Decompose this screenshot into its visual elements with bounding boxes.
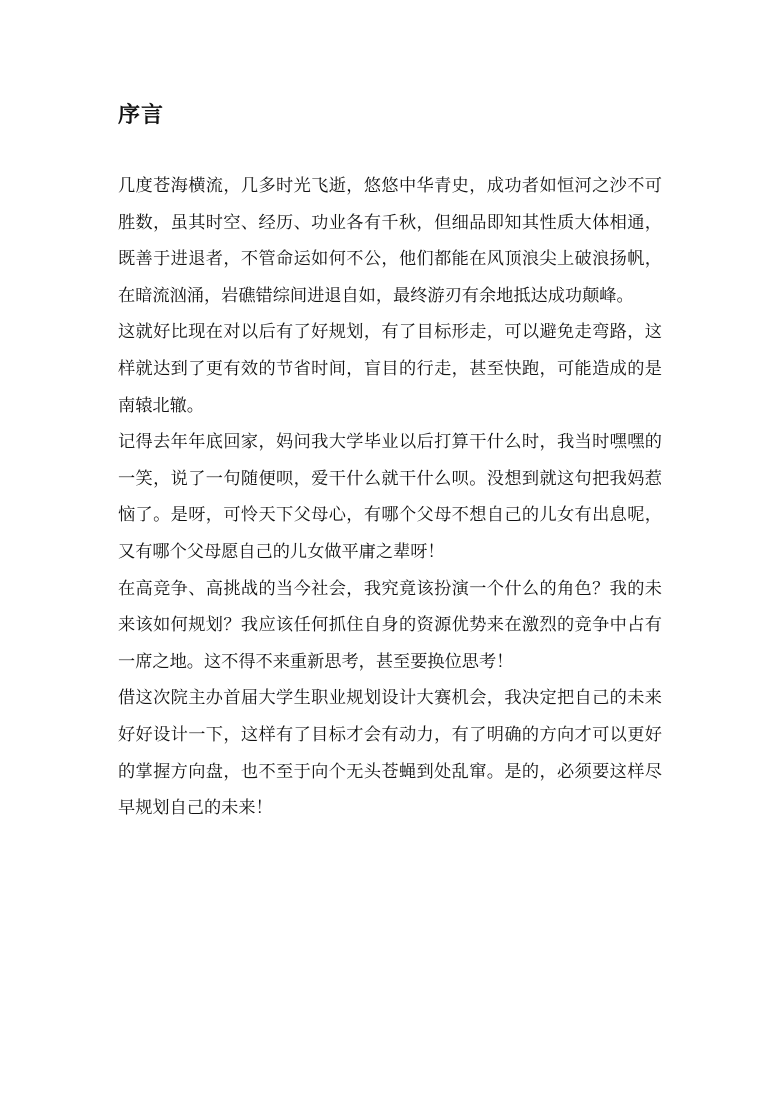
page-title: 序言 xyxy=(118,102,165,128)
paragraph-5: 借这次院主办首届大学生职业规划设计大赛机会，我决定把自己的未来好好设计一下，这样有了目标才会有动力，有了明确的方向才可以更好的掌握方向盘，也不至于向个无头苍蝇到处乱窜。是的，必须要这样尽早规划自己的未来！ xyxy=(118,688,662,819)
paragraph-2: 这就好比现在对以后有了好规划，有了目标形走，可以避免走弯路，这样就达到了更有效的节省时间，盲目的行走，甚至快跑，可能造成的是南辕北辙。 xyxy=(118,322,662,416)
paragraph-4: 在高竞争、高挑战的当今社会，我究竟该扮演一个什么的角色？我的未来该如何规划？我应该任何抓住自身的资源优势来在激烈的竞争中占有一席之地。这不得不来重新思考，甚至要换位思考！ xyxy=(118,578,662,672)
paragraph-1: 几度苍海横流，几多时光飞逝，悠悠中华青史，成功者如恒河之沙不可胜数，虽其时空、经历、功业各有千秋，但细品即知其性质大体相通，既善于进退者，不管命运如何不公，他们都能在风顶浪尖上破浪扬帆，在暗流汹涌，岩礁错综间进退自如，最终游刃有余地抵达成功颠峰。 xyxy=(118,176,662,306)
document-body xyxy=(118,168,662,827)
paragraph-3: 记得去年年底回家，妈问我大学毕业以后打算干什么时，我当时嘿嘿的一笑，说了一句随便呗，爱干什么就干什么呗。没想到就这句把我妈惹恼了。是呀，可怜天下父母心，有哪个父母不想自己的儿女有出息呢，又有哪个父母愿自己的儿女做平庸之辈呀！ xyxy=(118,432,662,562)
